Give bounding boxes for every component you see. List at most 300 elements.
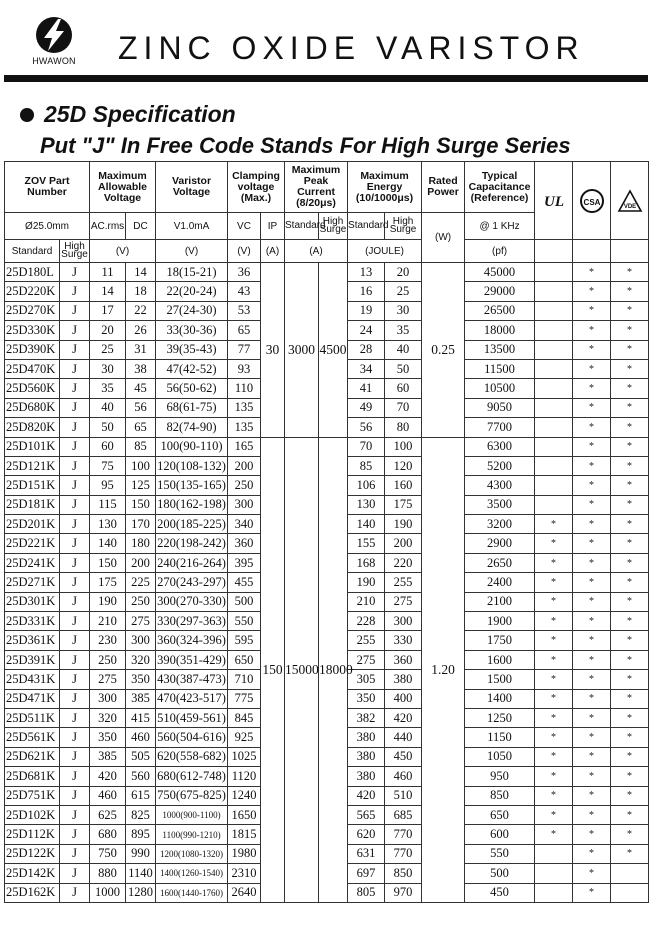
header-varistor-voltage: Varistor Voltage (156, 162, 228, 213)
ac-rms-cell: 680 (90, 825, 126, 844)
energy-standard-cell: 805 (348, 883, 385, 902)
ul-mark-cell (535, 379, 573, 398)
energy-standard-cell: 49 (348, 398, 385, 417)
header-unit-v-clamp: (V) (228, 240, 261, 263)
clamping-voltage-cell: 455 (228, 573, 261, 592)
header-max-peak-current: Maximum Peak Current (8/20μs) (285, 162, 348, 213)
capacitance-cell: 29000 (465, 282, 535, 301)
ac-rms-cell: 11 (90, 263, 126, 282)
energy-standard-cell: 130 (348, 495, 385, 514)
vde-mark-cell: * (611, 612, 649, 631)
energy-high-surge-cell: 50 (385, 359, 422, 378)
vde-mark-cell: * (611, 825, 649, 844)
ac-rms-cell: 60 (90, 437, 126, 456)
csa-mark-cell: * (573, 456, 611, 475)
clamping-voltage-cell: 395 (228, 553, 261, 572)
vde-mark-cell: * (611, 418, 649, 437)
dc-cell: 100 (126, 456, 156, 475)
energy-high-surge-cell: 25 (385, 282, 422, 301)
capacitance-cell: 1250 (465, 708, 535, 727)
varistor-voltage-cell: 680(612-748) (156, 767, 228, 786)
header-typical-capacitance: Typical Capacitance (Reference) (465, 162, 535, 213)
dc-cell: 615 (126, 786, 156, 805)
dc-cell: 18 (126, 282, 156, 301)
high-surge-code-cell: J (60, 786, 90, 805)
header-standard-col: Standard (5, 240, 60, 263)
ul-mark-cell (535, 844, 573, 863)
part-number-cell: 25D121K (5, 456, 60, 475)
dc-cell: 26 (126, 321, 156, 340)
ac-rms-cell: 300 (90, 689, 126, 708)
high-surge-code-cell: J (60, 534, 90, 553)
clamping-voltage-cell: 710 (228, 670, 261, 689)
capacitance-cell: 2900 (465, 534, 535, 553)
clamping-voltage-cell: 1120 (228, 767, 261, 786)
lightning-bolt-icon (35, 16, 73, 54)
csa-mark-cell: * (573, 495, 611, 514)
energy-standard-cell: 56 (348, 418, 385, 437)
header-unit-pf: (pf) (465, 240, 535, 263)
vde-logo-text: VDE (623, 203, 636, 210)
clamping-voltage-cell: 300 (228, 495, 261, 514)
csa-mark-cell: * (573, 301, 611, 320)
part-number-cell: 25D122K (5, 844, 60, 863)
energy-high-surge-cell: 80 (385, 418, 422, 437)
dc-cell: 415 (126, 708, 156, 727)
clamping-voltage-cell: 250 (228, 476, 261, 495)
part-number-cell: 25D151K (5, 476, 60, 495)
vde-mark-cell: * (611, 282, 649, 301)
varistor-voltage-cell: 360(324-396) (156, 631, 228, 650)
dc-cell: 85 (126, 437, 156, 456)
high-surge-code-cell: J (60, 592, 90, 611)
part-number-cell: 25D621K (5, 747, 60, 766)
energy-high-surge-cell: 60 (385, 379, 422, 398)
high-surge-code-cell: J (60, 883, 90, 902)
energy-high-surge-cell: 770 (385, 825, 422, 844)
csa-logo-text: CSA (583, 197, 600, 207)
page-title: ZINC OXIDE VARISTOR (118, 30, 585, 66)
header-cert-ul-blank (535, 240, 573, 263)
part-number-cell: 25D270K (5, 301, 60, 320)
dc-cell: 385 (126, 689, 156, 708)
cert-ul (535, 162, 573, 240)
ul-mark-cell: * (535, 786, 573, 805)
dc-cell: 275 (126, 612, 156, 631)
ac-rms-cell: 350 (90, 728, 126, 747)
energy-standard-cell: 380 (348, 767, 385, 786)
clamping-voltage-cell: 65 (228, 321, 261, 340)
vde-mark-cell: * (611, 592, 649, 611)
high-surge-code-cell: J (60, 864, 90, 883)
csa-mark-cell: * (573, 418, 611, 437)
energy-standard-cell: 350 (348, 689, 385, 708)
peak-current-standard-cell: 15000 (285, 437, 319, 902)
header-unit-w: (W) (422, 213, 465, 263)
dc-cell: 505 (126, 747, 156, 766)
high-surge-code-cell: J (60, 476, 90, 495)
energy-standard-cell: 70 (348, 437, 385, 456)
vde-mark-cell: * (611, 844, 649, 863)
ul-mark-cell (535, 476, 573, 495)
header-rated-power: Rated Power (422, 162, 465, 213)
clamping-voltage-cell: 135 (228, 418, 261, 437)
energy-standard-cell: 106 (348, 476, 385, 495)
energy-standard-cell: 380 (348, 747, 385, 766)
ul-mark-cell: * (535, 553, 573, 572)
ac-rms-cell: 275 (90, 670, 126, 689)
ul-mark-cell: * (535, 825, 573, 844)
energy-standard-cell: 41 (348, 379, 385, 398)
energy-high-surge-cell: 20 (385, 263, 422, 282)
high-surge-code-cell: J (60, 515, 90, 534)
energy-standard-cell: 19 (348, 301, 385, 320)
ul-mark-cell: * (535, 515, 573, 534)
energy-high-surge-cell: 40 (385, 340, 422, 359)
sub-title: Put "J" In Free Code Stands For High Surge Series (40, 133, 571, 158)
csa-mark-cell: * (573, 476, 611, 495)
vde-mark-cell: * (611, 359, 649, 378)
dc-cell: 895 (126, 825, 156, 844)
part-number-cell: 25D470K (5, 359, 60, 378)
varistor-voltage-cell: 100(90-110) (156, 437, 228, 456)
capacitance-cell: 500 (465, 864, 535, 883)
title-rule (4, 75, 648, 82)
energy-standard-cell: 255 (348, 631, 385, 650)
csa-mark-cell: * (573, 825, 611, 844)
header-energy-standard: Standard (348, 213, 385, 240)
dc-cell: 38 (126, 359, 156, 378)
part-number-cell: 25D102K (5, 805, 60, 824)
clamping-voltage-cell: 1815 (228, 825, 261, 844)
ul-mark-cell (535, 282, 573, 301)
clamping-voltage-cell: 110 (228, 379, 261, 398)
vde-mark-cell: * (611, 321, 649, 340)
high-surge-code-cell: J (60, 398, 90, 417)
csa-mark-cell: * (573, 747, 611, 766)
clamping-voltage-cell: 165 (228, 437, 261, 456)
ul-mark-cell: * (535, 612, 573, 631)
header-clamping-voltage: Clamping voltage (Max.) (228, 162, 285, 213)
ac-rms-cell: 880 (90, 864, 126, 883)
csa-mark-cell: * (573, 263, 611, 282)
high-surge-code-cell: J (60, 437, 90, 456)
logo-text: HWAWON (32, 56, 76, 66)
capacitance-cell: 2400 (465, 573, 535, 592)
csa-mark-cell: * (573, 515, 611, 534)
capacitance-cell: 1400 (465, 689, 535, 708)
clamping-voltage-cell: 595 (228, 631, 261, 650)
part-number-cell: 25D751K (5, 786, 60, 805)
energy-high-surge-cell: 70 (385, 398, 422, 417)
ul-mark-cell: * (535, 708, 573, 727)
ac-rms-cell: 250 (90, 650, 126, 669)
csa-mark-cell: * (573, 883, 611, 902)
ul-mark-cell: * (535, 534, 573, 553)
ac-rms-cell: 115 (90, 495, 126, 514)
capacitance-cell: 1050 (465, 747, 535, 766)
vde-mark-cell: * (611, 456, 649, 475)
varistor-voltage-cell: 1000(900-1100) (156, 805, 228, 824)
header-max-energy: Maximum Energy (10/1000μs) (348, 162, 422, 213)
csa-mark-cell: * (573, 631, 611, 650)
high-surge-code-cell: J (60, 282, 90, 301)
header-unit-v-varistor: (V) (156, 240, 228, 263)
dc-cell: 300 (126, 631, 156, 650)
clamping-voltage-cell: 550 (228, 612, 261, 631)
dc-cell: 22 (126, 301, 156, 320)
part-number-cell: 25D101K (5, 437, 60, 456)
part-number-cell: 25D201K (5, 515, 60, 534)
ul-mark-cell (535, 495, 573, 514)
ul-mark-cell (535, 883, 573, 902)
dc-cell: 125 (126, 476, 156, 495)
ac-rms-cell: 320 (90, 708, 126, 727)
csa-mark-cell: * (573, 573, 611, 592)
ac-rms-cell: 750 (90, 844, 126, 863)
csa-mark-cell: * (573, 398, 611, 417)
csa-mark-cell: * (573, 612, 611, 631)
high-surge-code-cell: J (60, 321, 90, 340)
dc-cell: 560 (126, 767, 156, 786)
spec-title: 25D Specification (44, 101, 236, 127)
varistor-voltage-cell: 27(24-30) (156, 301, 228, 320)
varistor-voltage-cell: 1400(1260-1540) (156, 864, 228, 883)
header-max-allowable-voltage: Maximum Allowable Voltage (90, 162, 156, 213)
ac-rms-cell: 210 (90, 612, 126, 631)
clamping-voltage-cell: 200 (228, 456, 261, 475)
energy-standard-cell: 34 (348, 359, 385, 378)
vde-mark-cell: * (611, 708, 649, 727)
capacitance-cell: 9050 (465, 398, 535, 417)
ac-rms-cell: 420 (90, 767, 126, 786)
capacitance-cell: 950 (465, 767, 535, 786)
high-surge-code-cell: J (60, 844, 90, 863)
header-cert-csa-blank (573, 240, 611, 263)
varistor-voltage-cell: 56(50-62) (156, 379, 228, 398)
bullet-icon (20, 108, 34, 122)
energy-high-surge-cell: 190 (385, 515, 422, 534)
ul-logo-text: UL (543, 193, 564, 210)
part-number-cell: 25D221K (5, 534, 60, 553)
clamping-voltage-cell: 36 (228, 263, 261, 282)
vde-mark-cell: * (611, 437, 649, 456)
header-ac-rms: AC.rms (90, 213, 126, 240)
high-surge-code-cell: J (60, 767, 90, 786)
capacitance-cell: 5200 (465, 456, 535, 475)
peak-current-standard-cell: 3000 (285, 263, 319, 438)
energy-standard-cell: 16 (348, 282, 385, 301)
ac-rms-cell: 75 (90, 456, 126, 475)
capacitance-cell: 10500 (465, 379, 535, 398)
vde-mark-cell: * (611, 573, 649, 592)
energy-high-surge-cell: 120 (385, 456, 422, 475)
part-number-cell: 25D680K (5, 398, 60, 417)
part-number-cell: 25D301K (5, 592, 60, 611)
ac-rms-cell: 150 (90, 553, 126, 572)
ul-mark-cell: * (535, 631, 573, 650)
dc-cell: 180 (126, 534, 156, 553)
varistor-voltage-cell: 240(216-264) (156, 553, 228, 572)
clamping-voltage-cell: 53 (228, 301, 261, 320)
ul-mark-cell: * (535, 767, 573, 786)
capacitance-cell: 3200 (465, 515, 535, 534)
part-number-cell: 25D271K (5, 573, 60, 592)
capacitance-cell: 550 (465, 844, 535, 863)
energy-standard-cell: 305 (348, 670, 385, 689)
clamping-voltage-cell: 340 (228, 515, 261, 534)
ac-rms-cell: 14 (90, 282, 126, 301)
csa-mark-cell: * (573, 359, 611, 378)
dc-cell: 225 (126, 573, 156, 592)
high-surge-code-cell: J (60, 689, 90, 708)
energy-high-surge-cell: 30 (385, 301, 422, 320)
energy-high-surge-cell: 100 (385, 437, 422, 456)
high-surge-code-cell: J (60, 301, 90, 320)
energy-high-surge-cell: 300 (385, 612, 422, 631)
csa-mark-cell: * (573, 786, 611, 805)
varistor-voltage-cell: 39(35-43) (156, 340, 228, 359)
csa-mark-cell: * (573, 437, 611, 456)
csa-mark-cell: * (573, 864, 611, 883)
clamping-voltage-cell: 77 (228, 340, 261, 359)
part-number-cell: 25D560K (5, 379, 60, 398)
varistor-voltage-cell: 120(108-132) (156, 456, 228, 475)
header-peak-standard: Standard (285, 213, 319, 240)
clamping-voltage-cell: 2640 (228, 883, 261, 902)
clamping-voltage-cell: 2310 (228, 864, 261, 883)
vde-mark-cell: * (611, 689, 649, 708)
dc-cell: 65 (126, 418, 156, 437)
ul-mark-cell: * (535, 573, 573, 592)
high-surge-code-cell: J (60, 340, 90, 359)
capacitance-cell: 450 (465, 883, 535, 902)
energy-high-surge-cell: 220 (385, 553, 422, 572)
varistor-voltage-cell: 510(459-561) (156, 708, 228, 727)
capacitance-cell: 4300 (465, 476, 535, 495)
part-number-cell: 25D220K (5, 282, 60, 301)
high-surge-code-cell: J (60, 747, 90, 766)
energy-high-surge-cell: 360 (385, 650, 422, 669)
energy-standard-cell: 24 (348, 321, 385, 340)
ip-cell: 150 (261, 437, 285, 902)
varistor-voltage-cell: 1100(990-1210) (156, 825, 228, 844)
capacitance-cell: 650 (465, 805, 535, 824)
varistor-voltage-cell: 200(185-225) (156, 515, 228, 534)
capacitance-cell: 7700 (465, 418, 535, 437)
varistor-voltage-cell: 18(15-21) (156, 263, 228, 282)
clamping-voltage-cell: 845 (228, 708, 261, 727)
vde-mark-cell: * (611, 340, 649, 359)
capacitance-cell: 850 (465, 786, 535, 805)
header-unit-v-allowable: (V) (90, 240, 156, 263)
header-unit-a-peak: (A) (285, 240, 348, 263)
ul-mark-cell: * (535, 805, 573, 824)
ac-rms-cell: 140 (90, 534, 126, 553)
dc-cell: 1280 (126, 883, 156, 902)
ul-mark-cell (535, 456, 573, 475)
energy-high-surge-cell: 275 (385, 592, 422, 611)
csa-logo-icon (579, 188, 605, 214)
energy-high-surge-cell: 685 (385, 805, 422, 824)
header-diameter: Ø25.0mm (5, 213, 90, 240)
ac-rms-cell: 1000 (90, 883, 126, 902)
capacitance-cell: 1150 (465, 728, 535, 747)
rated-power-cell: 1.20 (422, 437, 465, 902)
vde-mark-cell: * (611, 398, 649, 417)
varistor-voltage-cell: 390(351-429) (156, 650, 228, 669)
header-at-1khz: @ 1 KHz (465, 213, 535, 240)
table-row (5, 437, 649, 456)
varistor-voltage-cell: 33(30-36) (156, 321, 228, 340)
high-surge-code-cell: J (60, 612, 90, 631)
ul-mark-cell (535, 437, 573, 456)
ac-rms-cell: 460 (90, 786, 126, 805)
ac-rms-cell: 40 (90, 398, 126, 417)
capacitance-cell: 18000 (465, 321, 535, 340)
dc-cell: 825 (126, 805, 156, 824)
ip-cell: 30 (261, 263, 285, 438)
csa-mark-cell: * (573, 340, 611, 359)
ac-rms-cell: 230 (90, 631, 126, 650)
part-number-cell: 25D390K (5, 340, 60, 359)
dc-cell: 1140 (126, 864, 156, 883)
energy-high-surge-cell: 330 (385, 631, 422, 650)
csa-mark-cell: * (573, 282, 611, 301)
part-number-cell: 25D142K (5, 864, 60, 883)
energy-standard-cell: 210 (348, 592, 385, 611)
energy-high-surge-cell: 380 (385, 670, 422, 689)
varistor-voltage-cell: 1600(1440-1760) (156, 883, 228, 902)
varistor-voltage-cell: 68(61-75) (156, 398, 228, 417)
energy-high-surge-cell: 970 (385, 883, 422, 902)
ac-rms-cell: 17 (90, 301, 126, 320)
capacitance-cell: 2100 (465, 592, 535, 611)
dc-cell: 45 (126, 379, 156, 398)
ul-mark-cell (535, 418, 573, 437)
clamping-voltage-cell: 925 (228, 728, 261, 747)
spec-table (4, 161, 649, 903)
high-surge-code-cell: J (60, 650, 90, 669)
clamping-voltage-cell: 1980 (228, 844, 261, 863)
vde-mark-cell: * (611, 495, 649, 514)
energy-standard-cell: 631 (348, 844, 385, 863)
energy-standard-cell: 380 (348, 728, 385, 747)
vde-mark-cell: * (611, 747, 649, 766)
header-dc: DC (126, 213, 156, 240)
energy-high-surge-cell: 440 (385, 728, 422, 747)
capacitance-cell: 1900 (465, 612, 535, 631)
header-cert-vde-blank (611, 240, 649, 263)
varistor-voltage-cell: 300(270-330) (156, 592, 228, 611)
clamping-voltage-cell: 500 (228, 592, 261, 611)
csa-mark-cell: * (573, 592, 611, 611)
energy-standard-cell: 85 (348, 456, 385, 475)
header-unit-a-ip: (A) (261, 240, 285, 263)
energy-standard-cell: 168 (348, 553, 385, 572)
high-surge-code-cell: J (60, 728, 90, 747)
csa-mark-cell: * (573, 379, 611, 398)
varistor-voltage-cell: 470(423-517) (156, 689, 228, 708)
csa-mark-cell: * (573, 767, 611, 786)
ac-rms-cell: 50 (90, 418, 126, 437)
dc-cell: 460 (126, 728, 156, 747)
capacitance-cell: 1750 (465, 631, 535, 650)
energy-high-surge-cell: 200 (385, 534, 422, 553)
header-ip: IP (261, 213, 285, 240)
part-number-cell: 25D561K (5, 728, 60, 747)
part-number-cell: 25D681K (5, 767, 60, 786)
